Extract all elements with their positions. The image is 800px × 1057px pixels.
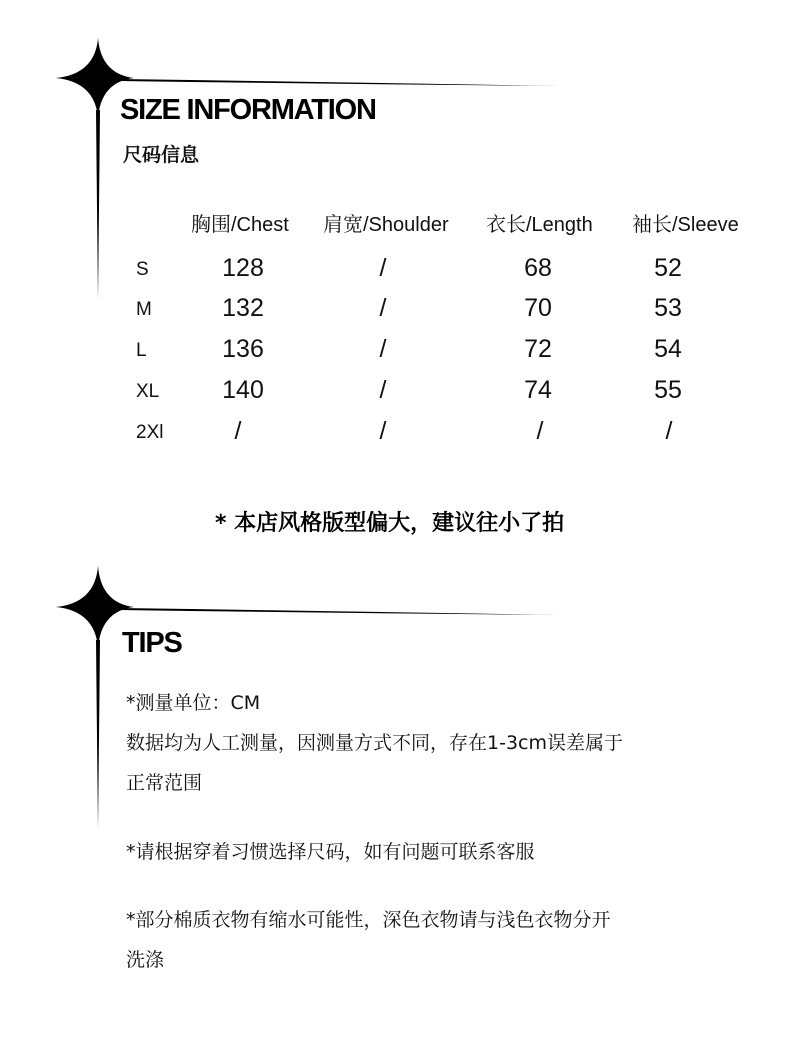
tips-vertical-line: [96, 640, 100, 830]
tips-horizontal-line: [120, 608, 560, 615]
tip-measurement-unit: *测量单位：CM: [126, 692, 261, 714]
size-label: 2Xl: [136, 422, 164, 443]
sleeve-value: 54: [654, 335, 682, 363]
size-label: S: [136, 259, 149, 280]
tips-title: TIPS: [122, 627, 182, 659]
length-value: 68: [524, 254, 552, 282]
chest-value: 136: [222, 335, 264, 363]
size-information-subtitle: 尺码信息: [123, 144, 200, 166]
length-value: 74: [524, 376, 552, 404]
sleeve-value: 52: [654, 254, 682, 282]
top-vertical-line: [96, 110, 100, 300]
tip-manual-measurement-cont: 正常范围: [126, 772, 203, 794]
size-label: M: [136, 299, 152, 320]
tip-manual-measurement: 数据均为人工测量，因测量方式不同，存在1-3cm误差属于: [126, 732, 623, 754]
shoulder-value: /: [379, 376, 387, 404]
chest-value: 132: [222, 294, 264, 322]
tip-washing-cont: 洗涤: [126, 949, 165, 971]
shoulder-value: /: [379, 254, 387, 282]
length-value: 70: [524, 294, 552, 322]
length-value: /: [536, 417, 544, 445]
column-header-chest: 胸围/Chest: [191, 214, 289, 236]
top-horizontal-line: [120, 79, 560, 86]
shoulder-value: /: [379, 335, 387, 363]
column-header-length: 衣长/Length: [486, 214, 593, 236]
sleeve-value: /: [665, 417, 673, 445]
length-value: 72: [524, 335, 552, 363]
shoulder-value: /: [379, 294, 387, 322]
chest-value: 128: [222, 254, 264, 282]
size-label: L: [136, 340, 147, 361]
column-header-sleeve: 袖长/Sleeve: [632, 214, 739, 236]
chest-value: 140: [222, 376, 264, 404]
chest-value: /: [234, 417, 242, 445]
column-header-shoulder: 肩宽/Shoulder: [323, 214, 449, 236]
sleeve-value: 53: [654, 294, 682, 322]
size-information-title: SIZE INFORMATION: [120, 94, 376, 126]
tip-washing: *部分棉质衣物有缩水可能性，深色衣物请与浅色衣物分开: [126, 909, 611, 931]
tip-choose-size: *请根据穿着习惯选择尺码，如有问题可联系客服: [126, 841, 535, 863]
size-label: XL: [136, 381, 160, 402]
sizing-notice: * 本店风格版型偏大，建议往小了拍: [215, 511, 565, 536]
shoulder-value: /: [379, 417, 387, 445]
sleeve-value: 55: [654, 376, 682, 404]
